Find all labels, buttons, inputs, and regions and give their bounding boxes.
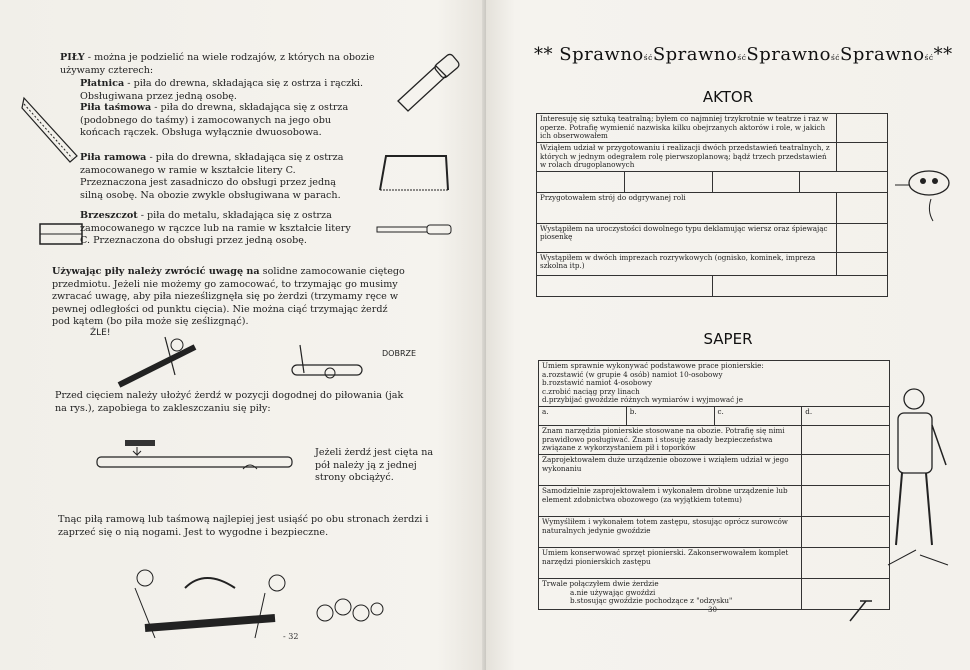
- two-sawyers-illustration: [105, 568, 305, 652]
- table-row: a. b. c. d.: [539, 406, 890, 425]
- sapper-figure-illustration: [886, 385, 956, 579]
- saws-intro: PIŁY - można je podzielić na wiele rodzajów, z których na obozie używamy czterech:: [60, 52, 375, 76]
- page-number-right: 30: [708, 606, 717, 614]
- table-row: Wystąpiłem w dwóch imprezach rozrywkowych (ognisko, kominek, impreza szkolna itp.): [537, 252, 888, 275]
- frame-saw-illustration: [376, 150, 456, 204]
- saw-type-platnica: Płatnica - piła do drewna, składająca się z ostrza i rączki. Obsługiwana przez jedną osobę.: [80, 78, 364, 102]
- aktor-table: [536, 113, 888, 297]
- hacksaw-blade-illustration: [375, 222, 455, 241]
- wrong-cutting-illustration: [115, 335, 205, 394]
- badges-header: ** SprawnośćSprawnośćSprawnośćSprawność**: [534, 44, 953, 65]
- table-row: Wystąpiłem na uroczystości dowolnego typu deklamując wiersz oraz śpiewając piosenkę: [537, 223, 888, 252]
- saw-type-ramowa: Piła ramowa - piła do drewna, składająca się z ostrza zamocowanego w ramie w kształcie litery C. Przeznaczona jest zasadniczo do obsługi przez jedną silną osobę. Na obozie zwykle obsługiwana w parach.: [80, 152, 344, 201]
- page-number-left: - 32: [283, 632, 299, 641]
- table-row: Samodzielnie zaprojektowałem i wykonałem drobne urządzenie lub element zdobnictwa obozowego (za wyjątkiem totemu): [539, 485, 890, 516]
- table-row: [537, 171, 888, 192]
- section-title-aktor: AKTOR: [702, 88, 754, 106]
- table-row: [537, 275, 888, 296]
- hacksaw-frame-illustration: [38, 220, 88, 254]
- table-row: Wziąłem udział w przygotowaniu i realizacji dwóch przedstawień teatralnych, z których w jednym odegrałem rolę pierwszoplanową; bądź trzech przedstawień w rolach drugoplanowych: [537, 143, 888, 172]
- before-cutting-paragraph: Przed cięciem należy ułożyć żerdź w pozycji dogodnej do piłowania (jak na rys.), zapobiega to zakleszczaniu się piły:: [55, 390, 404, 414]
- attention-paragraph: Używając piły należy zwrócić uwagę na solidne zamocowanie ciętego przedmiotu. Jeżeli nie możemy go zamocować, to trzymając go musimy zwracać uwagę, aby piła nieześlizgnęła się po żerdzi (trzymamy ręce w pewnej odległości od punktu cięcia). Nie można ciąć trzymając żerdź pod kątem (bo piła może się ześlizgnąć).: [52, 266, 405, 328]
- log-cutting-illustration: [95, 435, 300, 479]
- label-good: DOBRZE: [382, 349, 417, 358]
- table-row: Interesuję się sztuką teatralną; byłem co najmniej trzykrotnie w teatrze i raz w operze. Potrafię wymienić nazwiska kilku obejrzanych aktorów i role, w jakich ich obserwowałem: [537, 114, 888, 143]
- table-row: Umiem konserwować sprzęt pionierski. Zakonserwowałem komplet narzędzi pionierskich zastępu: [539, 547, 890, 578]
- saw-type-tasmowa: Piła taśmowa - piła do drewna, składająca się z ostrza (podobnego do taśmy) i zamocowanych na jego obu końcach rączek. Obsługa wyłącznie dwuosobowa.: [80, 102, 349, 139]
- frame-saw-tip: Tnąc piłą ramową lub taśmową najlepiej jest usiąść po obu stronach żerdzi i zaprzeć się o nią nogami. Jest to wygodne i bezpieczne.: [58, 514, 429, 538]
- hand-saw-illustration: [22, 96, 82, 170]
- section-title-saper: SAPER: [703, 330, 753, 348]
- platnica-saw-illustration: [396, 56, 466, 120]
- table-row: Umiem sprawnie wykonywać podstawowe prace pionierskie: a.rozstawić (w grupie 4 osób) namiot 10-osobowy b.rozstawić namiot 4-osobowy c.zrobić naciąg przy linach d.przybijać gwoździe różnych wymiarów i wyjmować je: [539, 361, 890, 407]
- tools-illustration: [846, 595, 886, 629]
- saper-table: [538, 360, 890, 610]
- table-row: Przygotowałem strój do odgrywanej roli: [537, 192, 888, 223]
- actor-mask-illustration: [891, 165, 956, 229]
- cut-note: Jeżeli żerdź jest cięta na pół należy ją z jednej strony obciążyć.: [315, 447, 434, 484]
- good-cutting-illustration: [290, 343, 370, 392]
- table-row: Znam narzędzia pionierskie stosowane na obozie. Potrafię się nimi prawidłowo posługiwać. Znam i stosuję zasady bezpieczeństwa związane z wykorzystaniem pił i toporków: [539, 425, 890, 454]
- label-wrong: ŹLE!: [90, 328, 111, 338]
- table-row: Zaprojektowałem duże urządzenie obozowe i wziąłem udział w jego wykonaniu: [539, 454, 890, 485]
- right-page: [486, 0, 970, 670]
- table-row: Trwale połączyłem dwie żerdzie a.nie używając gwoździ b.stosując gwoździe pochodzące z "odzysku": [539, 578, 890, 609]
- logs-pile-illustration: [315, 595, 385, 629]
- saw-type-brzeszczot: Brzeszczot - piła do metalu, składająca się z ostrza zamocowanego w rączce lub na ramie w kształcie litery C. Przeznaczona do obsługi przez jedną osobę.: [80, 210, 351, 247]
- table-row: Wymyśliłem i wykonałem totem zastępu, stosując oprócz surowców naturalnych jedynie gwoździe: [539, 516, 890, 547]
